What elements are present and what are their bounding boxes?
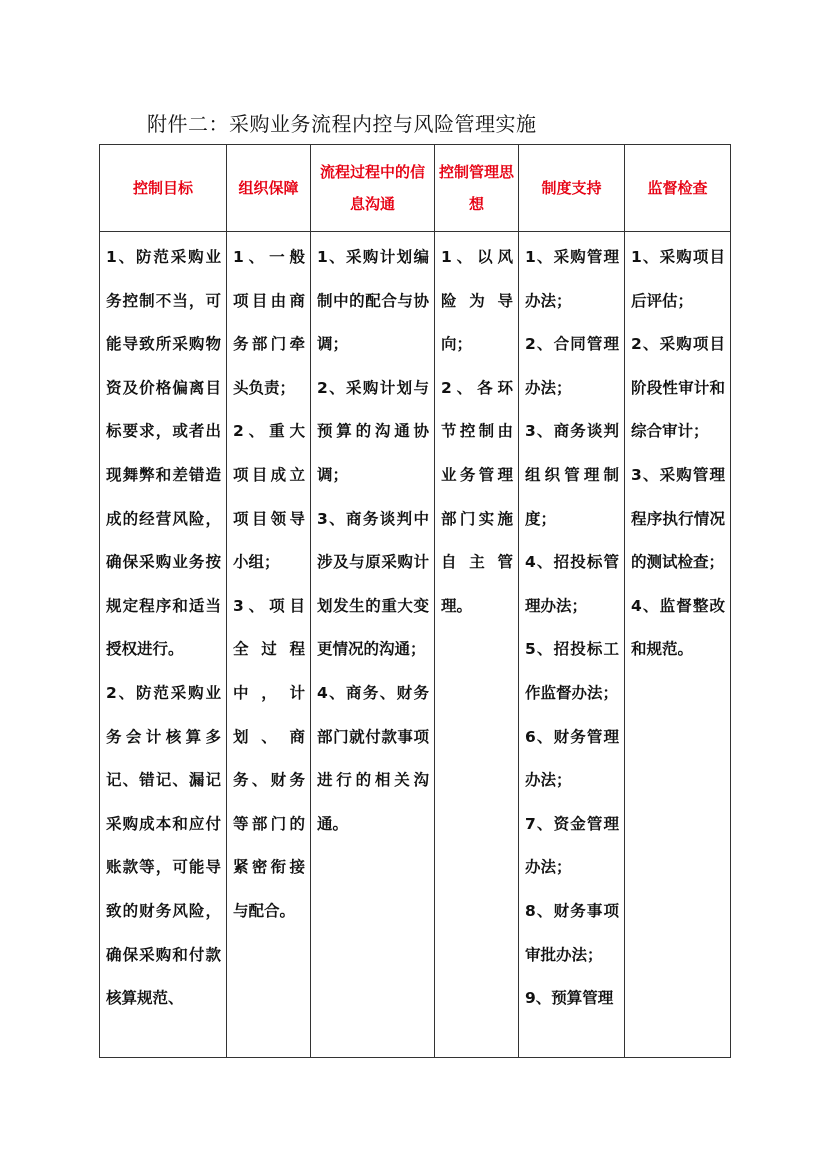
- list-item: 6、财务管理办法；: [525, 727, 619, 790]
- cell-management-thought: [435, 232, 519, 1058]
- list-item: 1、采购计划编制中的配合与协调；: [317, 248, 429, 354]
- list-item: 2、合同管理办法；: [525, 335, 619, 397]
- cell-supervision: [625, 232, 731, 1058]
- list-item: 3、商务谈判中涉及与原采购计划发生的重大变更情况的沟通；: [317, 509, 429, 659]
- list-item: 4、商务、财务部门就付款事项进行的相关沟通。: [317, 683, 429, 833]
- list-item: 4、监督整改和规范。: [631, 596, 725, 659]
- list-item: 2、各环节控制由业务管理部门实施自主管理。: [441, 378, 513, 615]
- header-communication: 流程过程中的信息沟通: [311, 145, 435, 232]
- table-row: [100, 232, 731, 1058]
- list-item: 7、资金管理办法；: [525, 814, 619, 877]
- list-item: 2、防范采购业务会计核算多记、错记、漏记采购成本和应付账款等，可能导致的财务风险，确保采购和付款核算规范、: [106, 683, 221, 1008]
- cell-system-support: [519, 232, 625, 1058]
- list-item: 8、财务事项审批办法；: [525, 901, 619, 964]
- list-item: 1、一般项目由商务部门牵头负责；: [233, 248, 305, 397]
- control-table: [99, 144, 731, 1058]
- list-item: 2、采购计划与预算的沟通协调；: [317, 378, 429, 484]
- cell-communication: [311, 232, 435, 1058]
- list-item: 9、预算管理: [525, 989, 614, 1008]
- list-item: 2、采购项目阶段性审计和综合审计；: [631, 335, 725, 441]
- list-item: 1、防范采购业务控制不当，可能导致所采购物资及价格偏离目标要求，或者出现舞弊和差错造成的经营风险，确保采购业务按规定程序和适当授权进行。: [106, 248, 221, 659]
- list-item: 3、项目全过程中，计划、商务、财务等部门的紧密衔接与配合。: [233, 596, 305, 920]
- header-system-support: 制度支持: [519, 145, 625, 232]
- list-item: 3、商务谈判组织管理制度；: [525, 422, 619, 528]
- list-item: 1、采购管理办法；: [525, 248, 619, 310]
- list-item: 1、采购项目后评估；: [631, 248, 725, 310]
- table-header-row: [100, 145, 731, 232]
- cell-control-objective: [100, 232, 227, 1058]
- page-title: 附件二：采购业务流程内控与风险管理实施: [147, 112, 537, 136]
- list-item: 2、重大项目成立项目领导小组；: [233, 422, 305, 572]
- list-item: 5、招投标工作监督办法；: [525, 640, 619, 702]
- cell-organization: [227, 232, 311, 1058]
- header-management-thought: 控制管理思想: [435, 145, 519, 232]
- list-item: 4、招投标管理办法；: [525, 553, 619, 615]
- header-organization: 组织保障: [227, 145, 311, 232]
- list-item: 1、以风险为导向；: [441, 248, 513, 354]
- header-supervision: 监督检查: [625, 145, 731, 232]
- header-control-objective: 控制目标: [100, 145, 227, 232]
- list-item: 3、采购管理程序执行情况的测试检查；: [631, 465, 725, 572]
